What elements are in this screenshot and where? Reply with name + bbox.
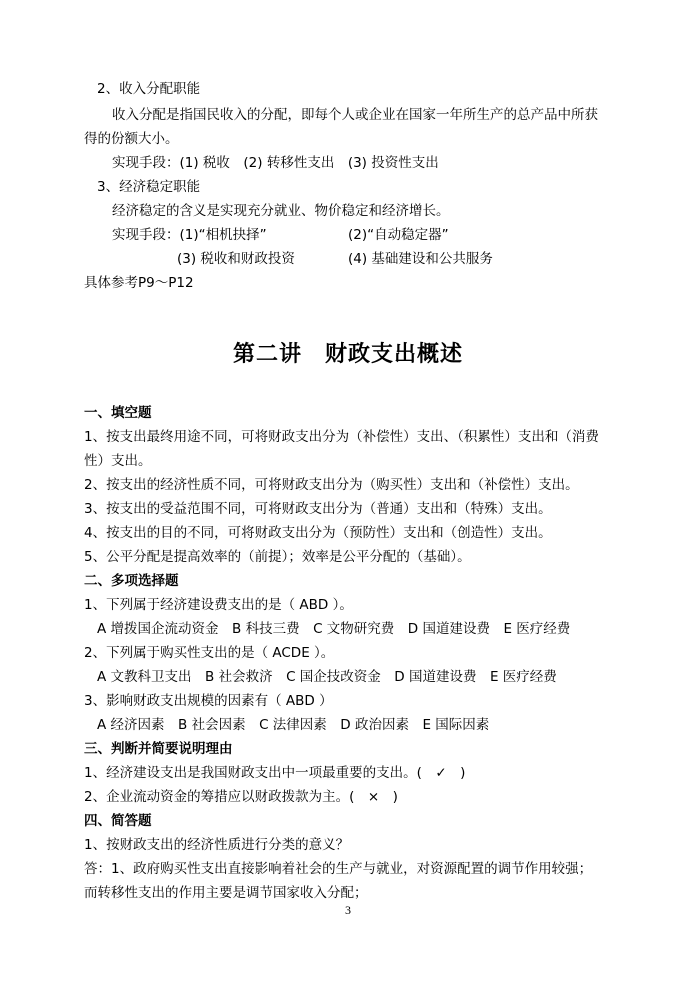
- question-line: 1、按支出最终用途不同，可将财政支出分为（补偿性）支出、（积累性）支出和（消费: [84, 429, 599, 445]
- question-line: 1、经济建设支出是我国财政支出中一项最重要的支出。( ✓ ): [84, 765, 466, 781]
- means-line: 实现手段：(1) 税收 (2) 转移性支出 (3) 投资性支出: [112, 155, 439, 171]
- means-item: (3) 税收和财政投资: [177, 251, 295, 267]
- question-line: 1、下列属于经济建设费支出的是（ ABD ）。: [84, 597, 353, 613]
- section-heading-income-distribution: 2、收入分配职能: [97, 81, 201, 97]
- section-heading-short-answer: 四、简答题: [84, 813, 152, 829]
- section-heading-economic-stability: 3、经济稳定职能: [97, 179, 201, 195]
- page-title: 第二讲 财政支出概述: [232, 342, 463, 367]
- answer-line: 答：1、政府购买性支出直接影响着社会的生产与就业，对资源配置的调节作用较强；: [84, 861, 593, 877]
- answer-line: 而转移性支出的作用主要是调节国家收入分配；: [84, 885, 368, 901]
- section-heading-judgement: 三、判断并简要说明理由: [84, 741, 233, 757]
- question-line: 性）支出。: [84, 453, 152, 469]
- options-line: A 增拨国企流动资金 B 科技三费 C 文物研究费 D 国道建设费 E 医疗经费: [97, 621, 571, 637]
- paragraph-line: 经济稳定的含义是实现充分就业、物价稳定和经济增长。: [112, 203, 450, 219]
- paragraph-line: 得的份额大小。: [84, 131, 179, 147]
- question-line: 3、按支出的受益范围不同，可将财政支出分为（普通）支出和（特殊）支出。: [84, 501, 552, 517]
- question-line: 2、企业流动资金的筹措应以财政拨款为主。( × ): [84, 789, 398, 805]
- paragraph-line: 收入分配是指国民收入的分配，即每个人或企业在国家一年所生产的总产品中所获: [112, 107, 598, 123]
- page-number: 3: [345, 903, 351, 917]
- section-heading-multiple-choice: 二、多项选择题: [84, 573, 179, 589]
- options-line: A 文教科卫支出 B 社会救济 C 国企技改资金 D 国道建设费 E 医疗经费: [97, 669, 557, 685]
- question-line: 2、按支出的经济性质不同，可将财政支出分为（购买性）支出和（补偿性）支出。: [84, 477, 579, 493]
- question-line: 3、影响财政支出规模的因素有（ ABD ）: [84, 693, 333, 709]
- options-line: A 经济因素 B 社会因素 C 法律因素 D 政治因素 E 国际因素: [97, 717, 490, 733]
- means-item: (2)“自动稳定器”: [348, 227, 449, 243]
- means-item: (4) 基础建设和公共服务: [348, 251, 493, 267]
- question-line: 5、公平分配是提高效率的（前提）；效率是公平分配的（基础）。: [84, 549, 471, 565]
- question-line: 1、按财政支出的经济性质进行分类的意义？: [84, 837, 350, 853]
- means-line: 实现手段：(1)“相机抉择”: [112, 227, 267, 243]
- reference-line: 具体参考P9～P12: [84, 275, 194, 291]
- question-line: 2、下列属于购买性支出的是（ ACDE ）。: [84, 645, 335, 661]
- question-line: 4、按支出的目的不同，可将财政支出分为（预防性）支出和（创造性）支出。: [84, 525, 552, 541]
- section-heading-fill-blank: 一、填空题: [84, 405, 152, 421]
